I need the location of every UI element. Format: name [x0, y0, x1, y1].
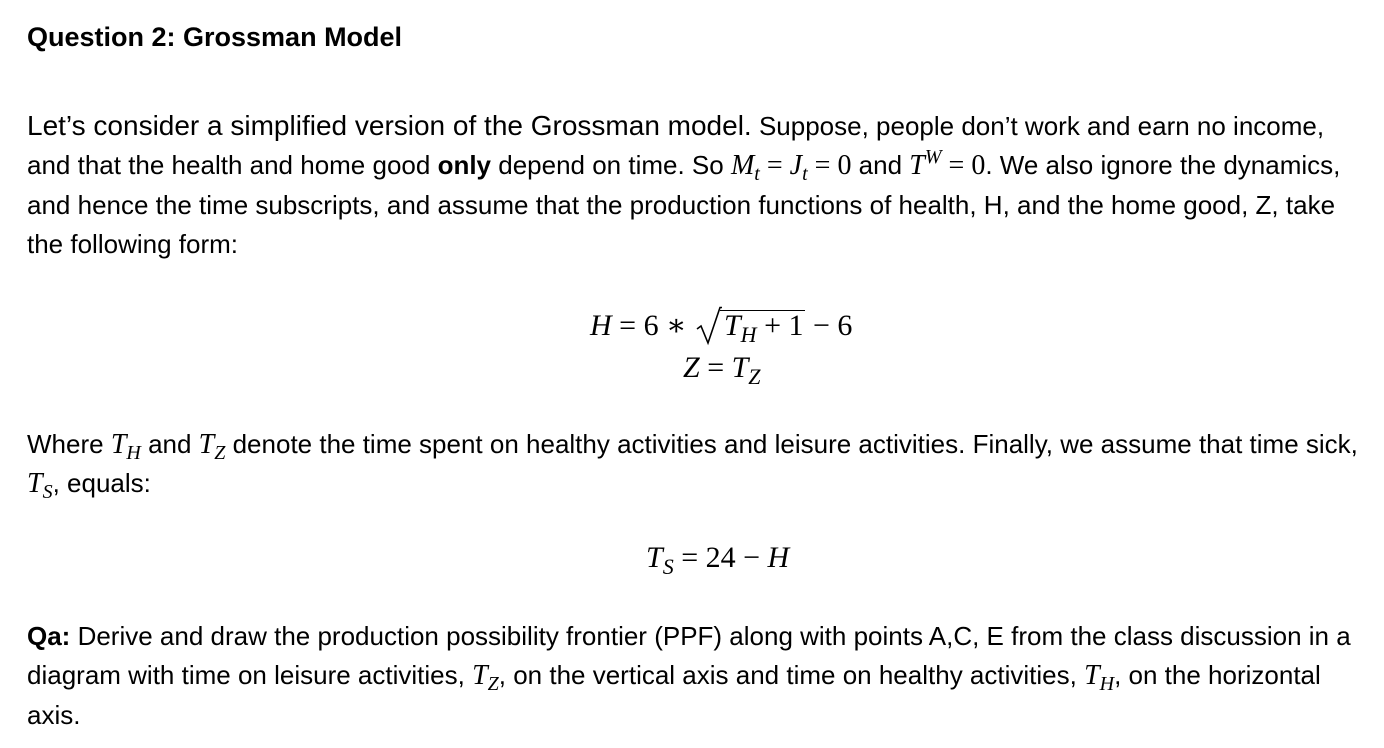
question-a-label: Qa: [27, 621, 71, 651]
intro-lead-sentence: Let’s consider a simplified version of the Grossman model. [27, 110, 752, 141]
question-a-text-2: , on the vertical axis and time on healthy activities, [498, 660, 1085, 691]
where-text-2: and [140, 429, 199, 459]
health-production-equation [590, 308, 853, 347]
home-good-equation [683, 350, 761, 389]
math-equals-zero-1: = 0 [807, 150, 852, 182]
question-a-text-1: Derive and draw the production possibility frontier (PPF) along with points A,C, E from the class discussion in a diagram with time on leisure activities, [27, 621, 1351, 691]
where-text-3: denote the time spent on healthy activities and leisure activities. Finally, we assume that time sick, [225, 429, 1358, 459]
question-a-th: T [1084, 660, 1100, 692]
where-text-4: , equals: [52, 468, 151, 499]
sick-eq-rhs: H [767, 541, 790, 574]
radical-sign-icon [696, 306, 722, 346]
math-m-subscript: t [754, 163, 760, 186]
intro-text-1: Suppose, people don’t work and earn no income, and that the health and home good [27, 111, 1325, 181]
intro-only-bold: only [437, 150, 492, 181]
intro-paragraph [27, 106, 1367, 264]
question-a-th-subscript: H [1099, 673, 1115, 696]
sick-eq-t: T [646, 541, 663, 574]
where-ts: T [27, 468, 43, 500]
where-ts-subscript: S [42, 481, 53, 504]
question-a-tz: T [472, 660, 488, 692]
math-t-superscript: W [924, 146, 942, 169]
radicand-t-subscript: H [740, 322, 757, 347]
where-tz: T [198, 429, 215, 460]
radicand [720, 309, 806, 347]
where-paragraph [27, 425, 1367, 504]
math-equals-zero-2: = 0 [941, 150, 986, 182]
health-eq-lhs: H [590, 309, 612, 342]
question-a-text-3: , on the horizontal axis. [27, 660, 1321, 730]
math-t: T [909, 150, 925, 182]
home-eq-t: T [731, 351, 749, 384]
intro-and: and [851, 150, 910, 181]
intro-text-2: depend on time. So [491, 150, 731, 181]
question-a-paragraph [27, 617, 1367, 735]
sick-eq-t-subscript: S [662, 554, 674, 579]
math-equals-1: = [759, 150, 790, 182]
where-text-1: Where [27, 429, 111, 459]
radicand-t: T [723, 309, 741, 342]
home-eq-relation: = [699, 351, 732, 384]
square-root [696, 308, 806, 347]
math-m: M [730, 150, 755, 182]
health-eq-relation: = 6 ∗ [611, 309, 694, 342]
health-eq-tail: − 6 [805, 309, 853, 342]
question-title: Question 2: Grossman Model [27, 22, 403, 52]
math-j-subscript: t [802, 163, 808, 186]
intro-text-3: . We also ignore the dynamics, and hence the time subscripts, and assume that the production functions of health, H, and the home good, Z, take the following form: [27, 150, 1341, 259]
question-a-tz-subscript: Z [487, 673, 499, 696]
sick-eq-relation: = 24 − [673, 541, 768, 574]
math-j: J [789, 150, 803, 182]
home-eq-t-subscript: Z [748, 364, 761, 389]
where-tz-subscript: Z [214, 442, 226, 464]
radicand-plus-one: + 1 [756, 309, 804, 342]
where-th: T [110, 429, 127, 460]
time-sick-equation [646, 540, 790, 579]
where-th-subscript: H [126, 442, 141, 464]
home-eq-lhs: Z [683, 351, 700, 384]
